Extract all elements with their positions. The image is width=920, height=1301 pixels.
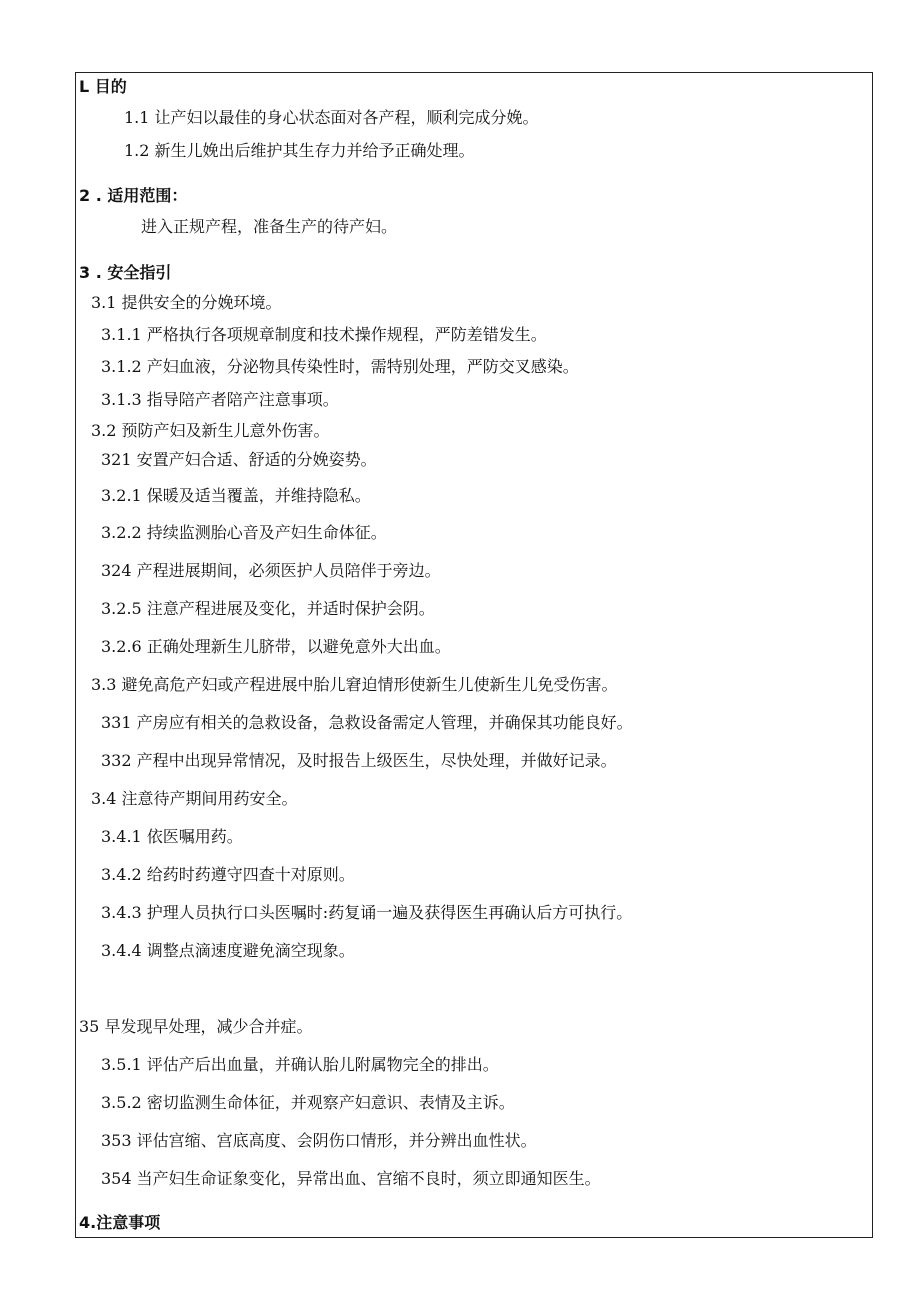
item-3-2-4: 324 产程进展期间，必须医护人员陪伴于旁边。 <box>101 561 441 580</box>
section-1-heading: L 目的 <box>79 77 127 96</box>
item-3-3: 3.3 避免高危产妇或产程进展中胎儿窘迫情形使新生儿使新生儿免受伤害。 <box>91 675 618 694</box>
item-1-2: 1.2 新生儿娩出后维护其生存力并给予正确处理。 <box>124 141 475 160</box>
item-3-4: 3.4 注意待产期间用药安全。 <box>91 789 298 808</box>
item-3-3-1: 331 产房应有相关的急救设备，急救设备需定人管理，并确保其功能良好。 <box>101 713 633 732</box>
section-4-heading: 4.注意事项 <box>79 1213 161 1232</box>
item-3-4-1: 3.4.1 依医嘱用药。 <box>101 827 243 846</box>
item-3-1-1: 3.1.1 严格执行各项规章制度和技术操作规程，严防差错发生。 <box>101 325 547 344</box>
item-3-5-2: 3.5.2 密切监测生命体征，并观察产妇意识、表情及主诉。 <box>101 1093 515 1112</box>
section-2-heading: 2 . 适用范围： <box>79 186 188 205</box>
item-3-2-6: 3.2.6 正确处理新生儿脐带，以避免意外大出血。 <box>101 637 451 656</box>
item-3-4-4: 3.4.4 调整点滴速度避免滴空现象。 <box>101 941 355 960</box>
item-3-5: 35 早发现早处理，减少合并症。 <box>79 1017 313 1036</box>
item-2-body: 进入正规产程，准备生产的待产妇。 <box>141 217 398 236</box>
item-3-5-3: 353 评估宫缩、宫底高度、会阴伤口情形，并分辨出血性状。 <box>101 1131 537 1150</box>
item-3-2-1: 3.2.1 保暖及适当覆盖，并维持隐私。 <box>101 486 371 505</box>
item-3-2-0: 321 安置产妇合适、舒适的分娩姿势。 <box>101 450 377 469</box>
item-3-4-3: 3.4.3 护理人员执行口头医嘱时:药复诵一遍及获得医生再确认后方可执行。 <box>101 903 633 922</box>
item-1-1: 1.1 让产妇以最佳的身心状态面对各产程，顺利完成分娩。 <box>124 108 539 127</box>
item-3-2-2: 3.2.2 持续监测胎心音及产妇生命体征。 <box>101 523 387 542</box>
item-3-1-3: 3.1.3 指导陪产者陪产注意事项。 <box>101 390 339 409</box>
item-3-1-2: 3.1.2 产妇血液，分泌物具传染性时，需特别处理，严防交叉感染。 <box>101 357 579 376</box>
item-3-5-4: 354 当产妇生命证象变化，异常出血、宫缩不良时，须立即通知医生。 <box>101 1169 601 1188</box>
item-3-2-5: 3.2.5 注意产程进展及变化，并适时保护会阴。 <box>101 599 435 618</box>
item-3-4-2: 3.4.2 给药时药遵守四查十对原则。 <box>101 865 355 884</box>
item-3-3-2: 332 产程中出现异常情况，及时报告上级医生，尽快处理，并做好记录。 <box>101 751 617 770</box>
item-3-2: 3.2 预防产妇及新生儿意外伤害。 <box>91 421 330 440</box>
section-3-heading: 3 . 安全指引 <box>79 263 172 282</box>
item-3-5-1: 3.5.1 评估产后出血量，并确认胎儿附属物完全的排出。 <box>101 1055 499 1074</box>
item-3-1: 3.1 提供安全的分娩环境。 <box>91 293 282 312</box>
